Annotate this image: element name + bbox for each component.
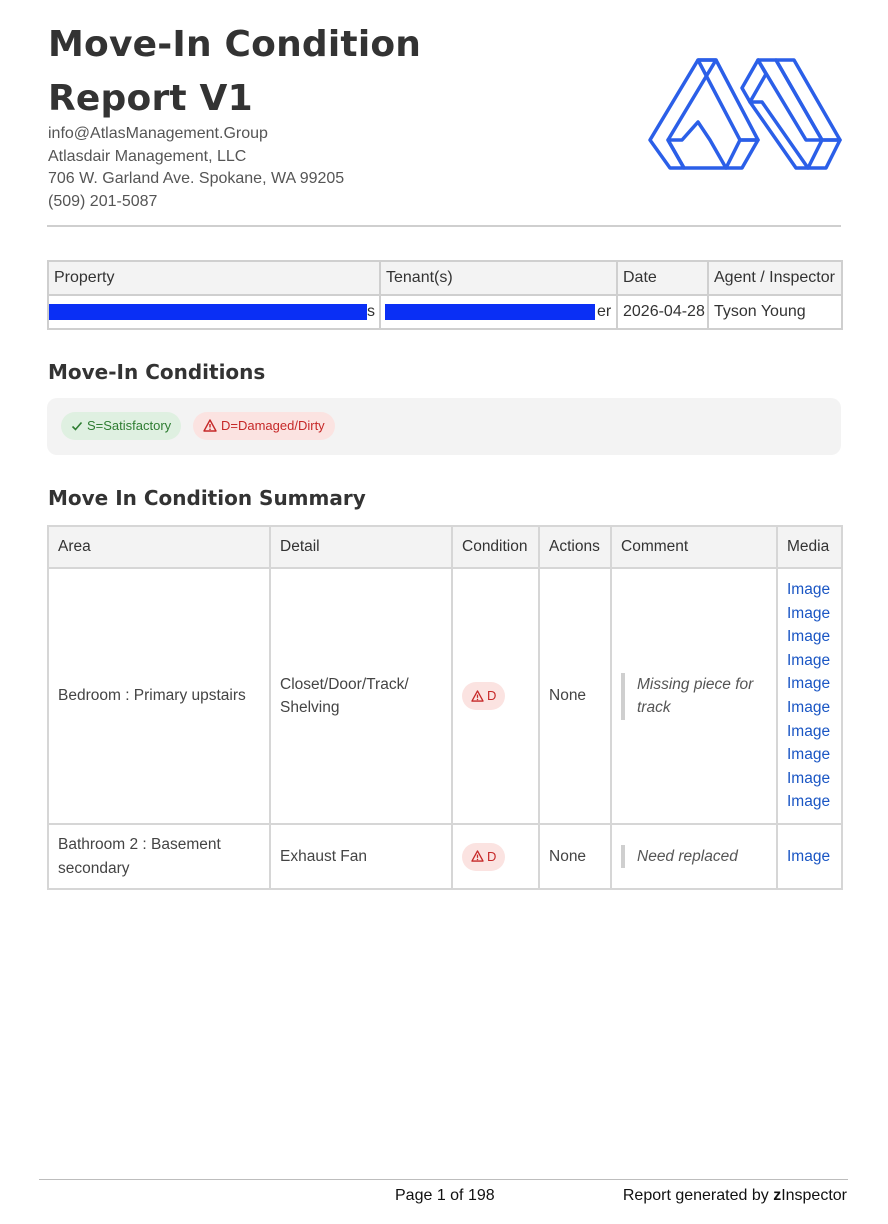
header-tenants: Tenant(s)	[380, 261, 617, 295]
actions-cell: None	[539, 568, 611, 824]
col-area: Area	[48, 526, 270, 568]
tenant-tail: er	[597, 303, 612, 320]
warning-icon	[203, 419, 217, 432]
image-link[interactable]: Image	[787, 675, 831, 693]
image-link[interactable]: Image	[787, 581, 831, 599]
summary-heading: Move In Condition Summary	[48, 486, 366, 510]
image-link[interactable]: Image	[787, 746, 831, 764]
generated-prefix: Report generated by	[622, 1187, 774, 1204]
table-row	[48, 824, 842, 889]
damaged-label: D=Damaged/Dirty	[221, 418, 325, 433]
condition-cell	[452, 568, 539, 824]
detail-cell: Closet/Door/Track/ Shelving	[270, 568, 452, 824]
table-row	[48, 568, 842, 824]
image-link[interactable]: Image	[787, 604, 831, 622]
header-divider	[47, 225, 841, 227]
report-title: Move-In Condition Report V1	[48, 24, 422, 119]
condition-label: D	[487, 848, 497, 864]
col-comment: Comment	[611, 526, 777, 568]
footer-divider	[39, 1179, 848, 1180]
info-table	[47, 260, 843, 330]
comment-text: Need replaced	[621, 845, 767, 869]
tenant-redaction	[385, 304, 595, 320]
media-cell	[777, 824, 842, 889]
header-property: Property	[48, 261, 380, 295]
satisfactory-label: S=Satisfactory	[87, 418, 172, 433]
condition-cell	[452, 824, 539, 889]
agent-cell: Tyson Young	[708, 295, 842, 329]
comment-cell	[611, 568, 777, 824]
detail-cell: Exhaust Fan	[270, 824, 452, 889]
area-cell: Bedroom : Primary upstairs	[48, 568, 270, 824]
warning-icon	[471, 690, 484, 702]
property-redaction	[48, 304, 367, 320]
col-media: Media	[777, 526, 842, 568]
header-date: Date	[617, 261, 708, 295]
company-address: 706 W. Garland Ave. Spokane, WA 99205	[48, 170, 345, 187]
image-link[interactable]: Image	[787, 722, 831, 740]
page-number: Page 1 of 198	[395, 1187, 495, 1204]
media-cell	[777, 568, 842, 824]
company-name: Atlasdair Management, LLC	[48, 147, 247, 165]
condition-label: D	[487, 688, 497, 703]
company-info	[48, 123, 344, 213]
brand-name: Inspector	[781, 1187, 847, 1204]
generated-by	[623, 1187, 847, 1205]
condition-badge	[462, 843, 505, 871]
summary-table	[47, 525, 843, 890]
image-link[interactable]: Image	[787, 847, 831, 865]
satisfactory-badge	[61, 412, 181, 440]
date-cell: 2026-04-28	[617, 295, 708, 329]
col-actions: Actions	[539, 526, 611, 568]
warning-icon	[471, 850, 484, 862]
conditions-legend	[47, 398, 841, 455]
company-email: info@AtlasManagement.Group	[48, 125, 268, 142]
company-logo-icon	[646, 56, 842, 174]
damaged-badge	[193, 412, 335, 440]
image-link[interactable]: Image	[787, 699, 831, 716]
comment-text: Missing piece for track	[621, 673, 767, 720]
image-link[interactable]: Image	[787, 793, 831, 811]
area-cell: Bathroom 2 : Basement secondary	[48, 824, 270, 889]
actions-cell: None	[539, 824, 611, 889]
check-icon	[71, 420, 83, 432]
condition-badge	[462, 682, 505, 710]
tenants-cell	[380, 295, 617, 329]
image-link[interactable]: Image	[787, 769, 831, 787]
company-phone: (509) 201-5087	[48, 192, 158, 210]
brand-z: z	[773, 1187, 782, 1204]
conditions-heading: Move-In Conditions	[48, 360, 266, 384]
image-link[interactable]: Image	[787, 628, 831, 646]
property-tail: s	[367, 303, 375, 320]
header-agent: Agent / Inspector	[708, 261, 842, 295]
col-detail: Detail	[270, 526, 452, 568]
comment-cell	[611, 824, 777, 889]
property-cell	[48, 295, 380, 329]
col-condition: Condition	[452, 526, 539, 568]
image-link[interactable]: Image	[787, 651, 831, 669]
